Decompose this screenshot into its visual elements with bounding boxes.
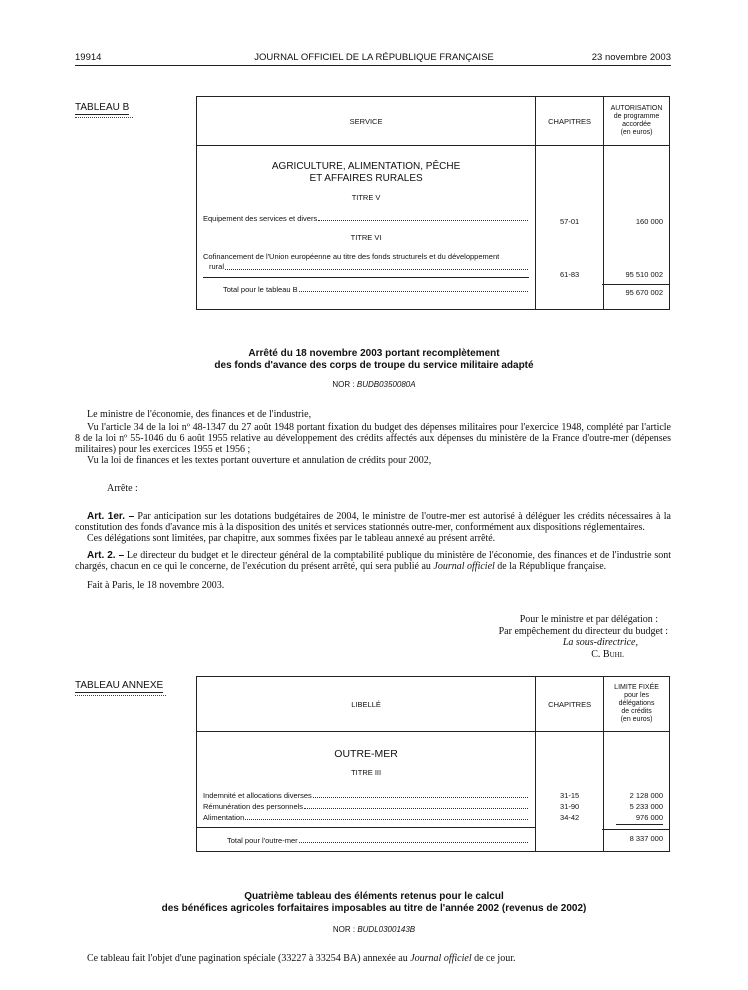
col-header-service: SERVICE [197,97,536,146]
tableau-b-body-service [197,146,536,310]
page-number: 19914 [75,52,102,63]
col-header-chapitres: CHAPITRES [536,97,604,146]
nor-reference: NOR : BUDL0300143B [332,925,416,934]
tableau-annexe-label: TABLEAU ANNEXE [75,680,164,691]
col-header-chapitres: CHAPITRES [536,677,604,732]
tableau-annexe-body-chapitres: 31-15 31-90 34-42 [536,732,604,852]
table-row: Equipement des services et divers [203,212,529,223]
arrete-title: Arrêté du 18 novembre 2003 portant recomplètement des fonds d'avance des corps de troupe du service militaire adapté [214,348,534,371]
section-title: AGRICULTURE, ALIMENTATION, PÊCHE [271,161,461,172]
titre-vi: TITRE VI [350,233,382,242]
signature-block: Pour le ministre et par délégation : Par empêchement du directeur du budget : La sous-directrice, C. Buhl [498,614,668,660]
section-title-2: ET AFFAIRES RURALES [309,173,423,184]
tableau-b-body-chapitres: 57-01 61-83 [536,146,604,310]
journal-title: JOURNAL OFFICIEL DE LA RÉPUBLIQUE FRANÇAISE [254,52,494,63]
section-title: OUTRE-MER [334,748,398,760]
arrete-word: Arrête : [107,483,138,494]
article-1: Art. 1er. – Par anticipation sur les dotations budgétaires de 2004, le ministre de l'outre-mer est autorisé à déléguer les crédits nécessaires à la constitution des fonds d'avance mis à la disposition des unités et services stationnés outre-mer, conformément aux dispositions réglementaires. [75,511,671,533]
table-row: Indemnité et allocations diverses [203,789,529,800]
tableau-b-label: TABLEAU B [75,102,130,113]
table-row: Cofinancement de l'Union européenne au titre des fonds structurels et du développement rural [203,252,529,272]
label-underline [75,695,166,696]
col-header-libelle: LIBELLÉ [197,677,536,732]
col-header-limite: LIMITE FIXÉE pour les délégations de crédits (en euros) [604,677,670,732]
fait-a-paris: Fait à Paris, le 18 novembre 2003. [87,580,225,591]
col-header-autorisation: AUTORISATION de programme accordée (en euros) [604,97,670,146]
table-row: Rémunération des personnels [203,800,529,811]
nor-reference: NOR : BUDB0350080A [332,380,416,389]
total-row: Total pour le tableau B [203,278,529,294]
tableau-annexe [196,676,670,852]
table-row: Alimentation [203,811,529,822]
tableau-b [196,96,670,310]
tableau-annexe-body-montant: 2 128 000 5 233 000 976 000 8 337 000 [604,732,670,852]
header-rule [75,65,671,66]
tableau-annexe-body-libelle [197,732,536,852]
tableau-b-body-montant: 160 000 95 510 002 95 670 002 [604,146,670,310]
issue-date: 23 novembre 2003 [591,52,671,63]
quatrieme-title: Quatrième tableau des éléments retenus pour le calcul des bénéfices agricoles forfaitaires imposables au titre de l'année 2002 (revenus de 2002) [161,891,587,914]
total-row: Total pour l'outre-mer [203,828,529,845]
label-underline [75,117,133,118]
titre-iii: TITRE III [351,768,382,777]
article-2: Art. 2. – Le directeur du budget et le directeur général de la comptabilité publique du ministère de l'économie, des finances et de l'industrie sont chargés, chacun en ce qui le concerne, de l'exécution du présent arrêté, qui sera publié au Journal officiel de la République française. [75,550,671,572]
titre-v: TITRE V [351,193,381,202]
arrete-body: Le ministre de l'économie, des finances et de l'industrie, Vu l'article 34 de la loi nº 48-1347 du 27 août 1948 portant fixation du budget des dépenses militaires pour l'exercice 1948, complété par l'article 8 de la loi nº 55-1046 du 6 août 1955 relative au développement des crédits affectés aux dépenses du ministère de la France d'outre-mer (dépenses militaires) pour les exercices 1955 et 1956 ; Vu la loi de finances et les textes portant ouverture et annulation de crédits pour 2002, Arrête : Art. 1er. – Par anticipation sur les dotations budgétaires de 2004, le ministre de l'outre-mer est autorisé à déléguer les crédits nécessaires à la constitution des fonds d'avance mis à la disposition des unités et services stationnés outre-mer, conformément aux dispositions réglementaires. Ces délégations sont limitées, par chapitre, aux sommes fixées par le tableau annexé au présent arrêté. Art. 2. – Le directeur du budget et le directeur général de la comptabilité publique du ministère de l'économie, des finances et de l'industrie sont chargés, chacun en ce qui le concerne, de l'exécution du présent arrêté, qui sera publié au Journal officiel de la République française. Fait à Paris, le 18 novembre 2003. [75,409,671,591]
quatrieme-text: Ce tableau fait l'objet d'une pagination spéciale (33227 à 33254 BA) annexée au Journal officiel de ce jour. [87,953,516,964]
